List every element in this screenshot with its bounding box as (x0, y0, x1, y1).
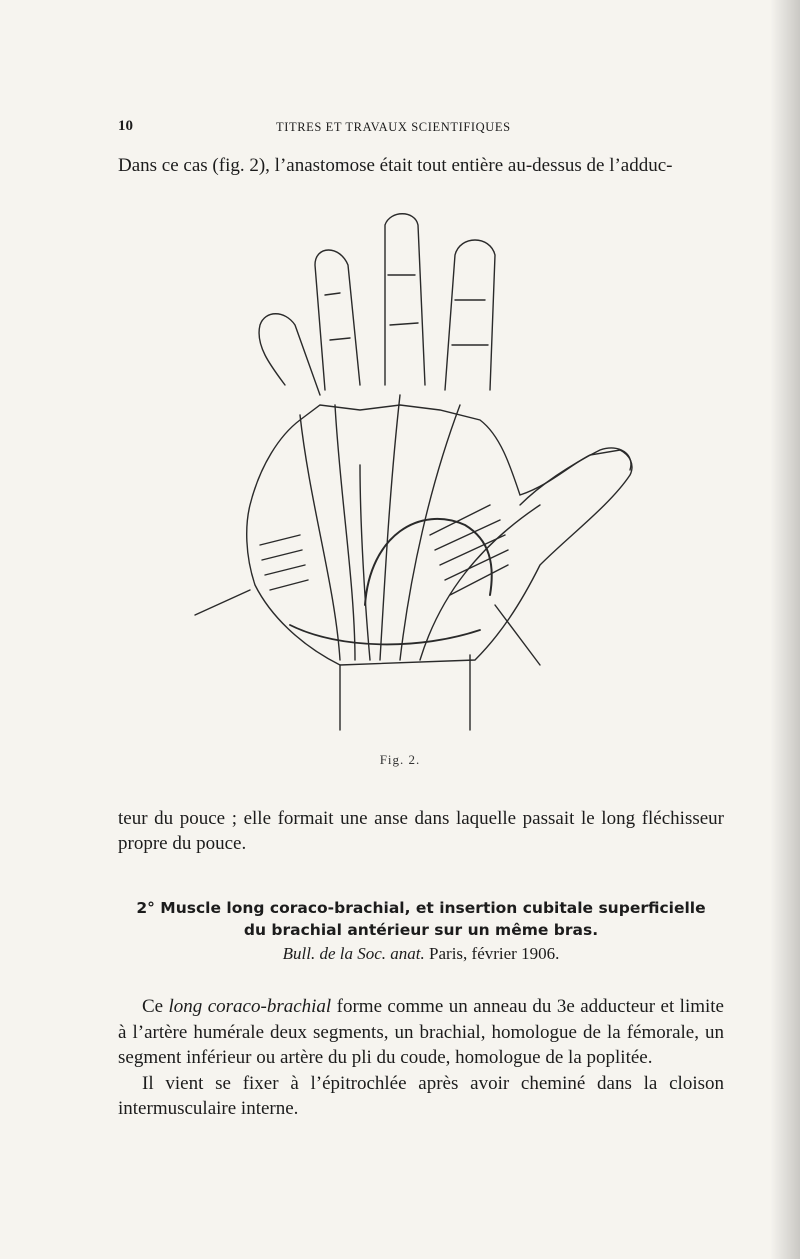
page-number: 10 (118, 118, 133, 134)
section-heading (118, 897, 724, 941)
figure-caption: Fig. 2. (379, 752, 421, 767)
section-heading-line-1: 2° Muscle long coraco-brachial, et insertion cubitale superficielle (136, 899, 706, 917)
pointer-line-right (495, 605, 540, 665)
section-heading-line-2: du brachial antérieur sur un même bras. (243, 921, 599, 939)
citation-journal: Bull. de la Soc. anat. (282, 944, 425, 963)
citation (118, 944, 724, 964)
body-paragraph-1-start: Ce (142, 996, 169, 1017)
citation-place-date: Paris, février 1906. (429, 944, 560, 963)
continuation-paragraph: teur du pouce ; elle formait une anse dans laquelle passait le long fléchisseur propre du pouce. (118, 808, 724, 854)
hand-illustration (190, 205, 650, 735)
body-paragraph-1-italic: long coraco-brachial (168, 996, 332, 1017)
page-header (118, 118, 718, 138)
body-paragraph-1 (118, 994, 724, 1071)
intro-paragraph: Dans ce cas (fig. 2), l’anastomose était tout entière au-dessus de l’adduc- (118, 155, 673, 176)
thumb-outline (520, 448, 631, 505)
finger-index (259, 314, 320, 395)
running-title: TITRES ET TRAVAUX SCIENTIFIQUES (276, 120, 511, 134)
finger-ring (385, 214, 425, 385)
body-text (118, 994, 724, 1122)
retinaculum (290, 625, 480, 644)
pointer-line-left (195, 590, 250, 615)
hand-anatomy-figure (190, 205, 650, 735)
forearm-outline (340, 655, 470, 730)
tendons (300, 395, 540, 660)
body-paragraph-1-end: forme comme un anneau du 3e adducteur et limite à l’artère humérale deux segments, un brachial, homologue de la fémorale, un segment inférieur ou artère du pli du coude, homologue de la poplitée. (118, 996, 724, 1068)
finger-middle (315, 250, 360, 390)
body-paragraph-2: Il vient se fixer à l’épitrochlée après avoir cheminé dans la cloison intermusculaire interne. (118, 1072, 724, 1119)
page-edge-shadow (770, 0, 800, 1259)
finger-little (445, 240, 495, 390)
